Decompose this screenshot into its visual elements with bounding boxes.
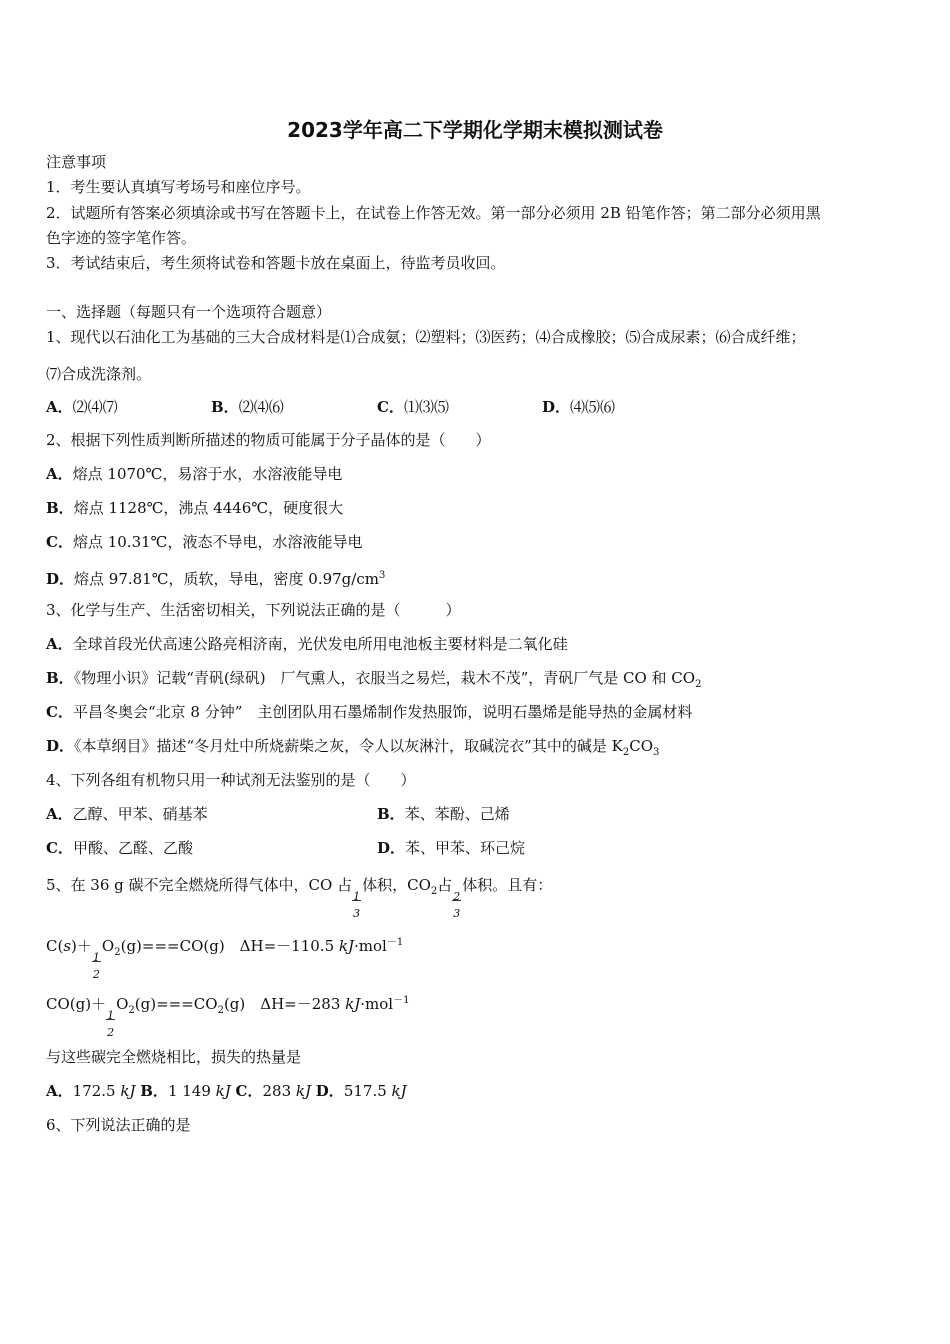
question-3-stem: 3、化学与生产、生活密切相关，下列说法正确的是（ ） xyxy=(46,601,461,619)
question-5-ask: 与这些碳完全燃烧相比，损失的热量是 xyxy=(46,1048,302,1066)
q4-option-c: C．甲酸、乙醛、乙酸 xyxy=(46,839,193,857)
q4-option-d: D．苯、甲苯、环己烷 xyxy=(377,839,526,857)
q3-option-a: A．全球首段光伏高速公路亮相济南，光伏发电所用电池板主要材料是二氧化硅 xyxy=(46,635,568,653)
q2-option-b: B．熔点 1128℃，沸点 4446℃，硬度很大 xyxy=(46,499,344,517)
q2-option-a: A．熔点 1070℃，易溶于水，水溶液能导电 xyxy=(46,465,343,483)
question-2-stem: 2、根据下列性质判断所描述的物质可能属于分子晶体的是（ ） xyxy=(46,431,491,449)
q1-option-b: B．⑵⑷⑹ xyxy=(211,398,284,416)
q1-option-a: A．⑵⑷⑺ xyxy=(46,398,118,416)
q5-options: A．172.5 kJ B．1 149 kJ C．283 kJ D．517.5 kJ xyxy=(46,1082,407,1100)
notice-heading: 注意事项 xyxy=(46,153,107,171)
q4-option-b: B．苯、苯酚、己烯 xyxy=(377,805,510,823)
question-4-stem: 4、下列各组有机物只用一种试剂无法鉴别的是（ ） xyxy=(46,771,416,789)
question-1-stem-cont: ⑺合成洗涤剂。 xyxy=(46,365,152,383)
equation-1: C(s)＋ $\frac{1}{2}$ $O_2(g)===CO(g)$ ΔH=－110.5 kJ·mol$^{-1}$ xyxy=(46,937,404,981)
q1-option-d: D．⑷⑸⑹ xyxy=(542,398,616,416)
equation-2: CO(g)＋ $\frac{1}{2}$ $O_2(g)===CO_2(g)$ ΔH=－283 kJ·mol$^{-1}$ xyxy=(46,995,410,1039)
notice-item: 色字迹的签字笔作答。 xyxy=(46,229,197,247)
section-heading: 一、选择题（每题只有一个选项符合题意） xyxy=(46,303,332,321)
q4-option-a: A．乙醇、甲苯、硝基苯 xyxy=(46,805,208,823)
q2-option-d: D．熔点 97.81℃，质软，导电，密度 $0.97g/cm^3$ xyxy=(46,570,386,588)
notice-item: 1．考生要认真填写考场号和座位序号。 xyxy=(46,178,311,196)
q1-option-c: C．⑴⑶⑸ xyxy=(377,398,449,416)
q2-option-c: C．熔点 10.31℃，液态不导电，水溶液能导电 xyxy=(46,533,363,551)
q3-option-b: B．《物理小识》记载“青矾(绿矾) 厂气熏人，衣服当之易烂，栽木不茂”，青矾厂气是 CO 和 $CO_2$ xyxy=(46,669,702,690)
question-1-stem: 1、现代以石油化工为基础的三大合成材料是⑴合成氨；⑵塑料；⑶医药；⑷合成橡胶；⑸合成尿素；⑹合成纤维； xyxy=(46,328,806,346)
question-5-stem: 5、在 36 g 碳不完全燃烧所得气体中，CO 占 $\frac{1}{3}$ 体积，$CO_2$占 $\frac{2}{3}$ 体积。且有： xyxy=(46,876,553,920)
q3-option-c: C．平昌冬奥会“北京 8 分钟” 主创团队用石墨烯制作发热服饰，说明石墨烯是能导热的金属材料 xyxy=(46,703,693,721)
notice-item: 2．试题所有答案必须填涂或书写在答题卡上，在试卷上作答无效。第一部分必须用 2B 铅笔作答；第二部分必须用黑 xyxy=(46,204,821,222)
question-6-stem: 6、下列说法正确的是 xyxy=(46,1116,191,1134)
q3-option-d: D．《本草纲目》描述“冬月灶中所烧薪柴之灰，令人以灰淋汁，取碱浣衣”其中的碱是 $K_2CO_3$ xyxy=(46,737,660,758)
page-title: 2023学年高二下学期化学期末模拟测试卷 xyxy=(287,118,663,142)
notice-item: 3．考试结束后，考生须将试卷和答题卡放在桌面上，待监考员收回。 xyxy=(46,254,506,272)
